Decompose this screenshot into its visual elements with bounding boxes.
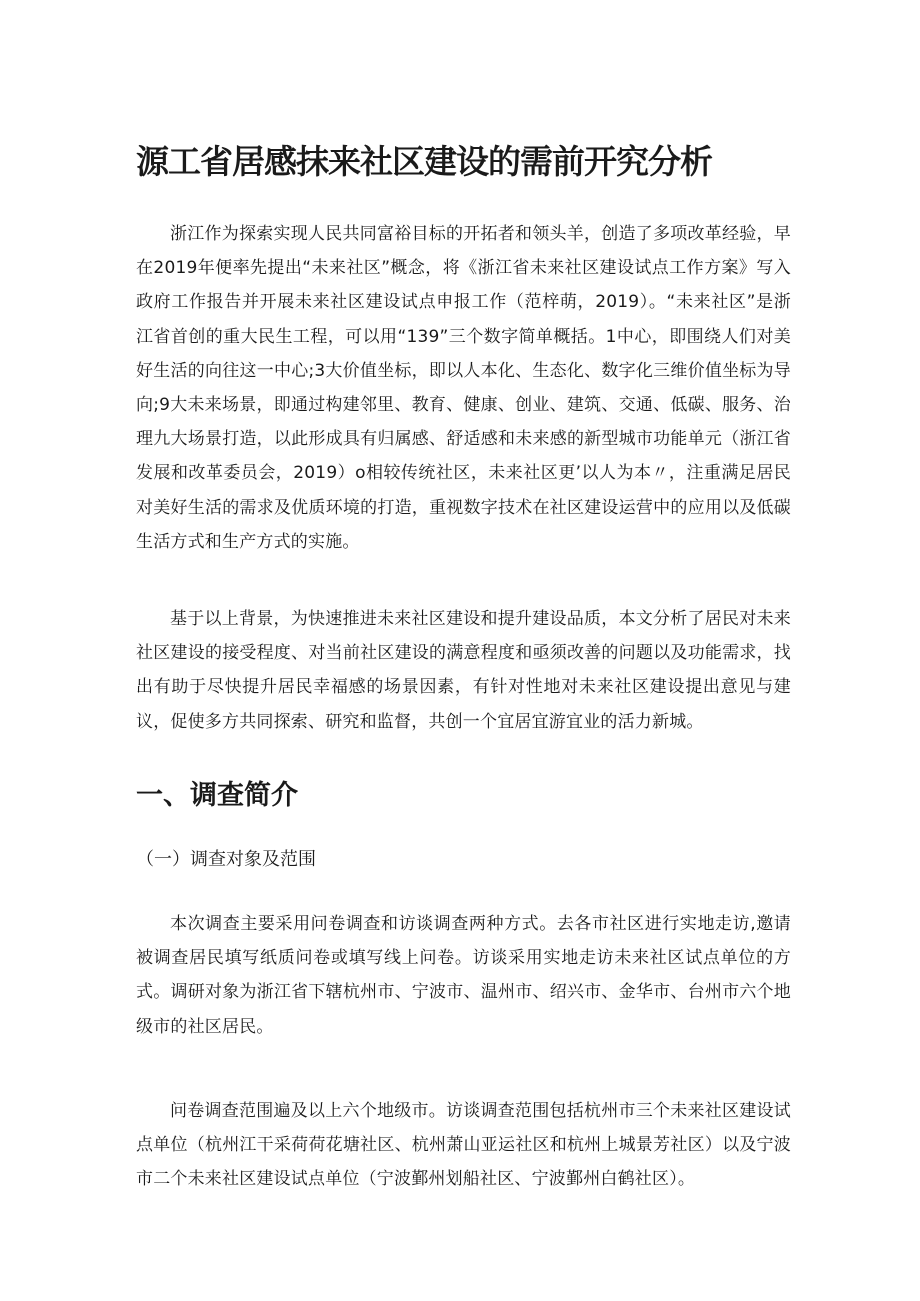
intro-paragraph-2: 基于以上背景，为快速推进未来社区建设和提升建设品质，本文分析了居民对未来社区建设的接受程度、对当前社区建设的满意程度和亟须改善的问题以及功能需求，找出有助于尽快提升居民幸福感的场景因素，有针对性地对未来社区建设提出意见与建议，促使多方共同探索、研究和监督，共创一个宜居宜游宜业的活力新城。 [136,609,791,732]
section-paragraph-1: 本次调查主要采用问卷调查和访谈调查两种方式。去各市社区进行实地走访,邀请被调查居民填写纸质问卷或填写线上问卷。访谈采用实地走访未来社区试点单位的方式。调研对象为浙江省下辖杭州市、宁波市、温州市、绍兴市、金华市、台州市六个地级市的社区居民。 [136,914,791,1037]
intro-paragraph-1: 浙江作为探索实现人民共同富裕目标的开拓者和领头羊，创造了多项改革经验，早在2019年便率先提出“未来社区”概念，将《浙江省未来社区建设试点工作方案》写入政府工作报告并开展未来社区建设试点申报工作（范梓萌，2019）。“未来社区”是浙江省首创的重大民生工程，可以用“139”三个数字简单概括。1中心，即围绕人们对美好生活的向往这一中心;3大价值坐标，即以人本化、生态化、数字化三维价值坐标为导向;9大未来场景，即通过构建邻里、教育、健康、创业、建筑、交通、低碳、服务、治理九大场景打造，以此形成具有归属感、舒适感和未来感的新型城市功能单元（浙江省发展和改革委员会，2019）o相较传统社区，未来社区更’以人为本〃，注重满足居民对美好生活的需求及优质环境的打造，重视数字技术在社区建设运营中的应用以及低碳生活方式和生产方式的实施。 [136,224,791,552]
section-heading: 一、调查简介 [136,780,298,811]
document-title: 源工省居感抹来社区建设的需前开究分析 [136,142,712,181]
section-paragraph-2: 问卷调查范围遍及以上六个地级市。访谈调查范围包括杭州市三个未来社区建设试点单位（杭州江干采荷荷花塘社区、杭州萧山亚运社区和杭州上城景芳社区）以及宁波市二个未来社区建设试点单位（宁波鄞州划船社区、宁波鄞州白鹤社区）。 [136,1101,791,1190]
subsection-heading: （一）调查对象及范围 [136,849,316,870]
